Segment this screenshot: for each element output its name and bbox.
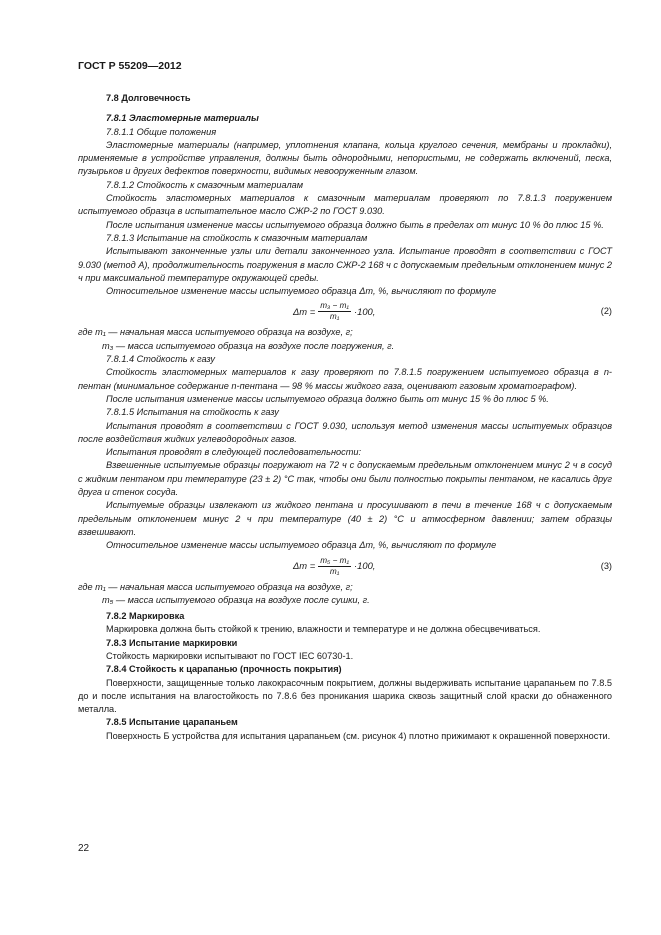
paragraph: Испытуемые образцы извлекают из жидкого пентана и просушивают в печи в течение 168 ч с допускаемым предельным отклонением минус 2 ч при температуре (40 ± 2) °С и атмосферном давлении; затем образцы взвешивают. [78, 500, 612, 537]
formula-fraction [318, 556, 351, 577]
subsection-title-7-8-1-1: 7.8.1.1 Общие положения [106, 126, 217, 137]
page-number: 22 [78, 843, 90, 854]
formula-lhs: Δm = [293, 560, 316, 572]
section-title-7-8-5: 7.8.5 Испытание царапаньем [106, 717, 238, 728]
subsection-title-7-8-1-4: 7.8.1.4 Стойкость к газу [106, 354, 215, 365]
formula-number: (2) [600, 306, 612, 317]
section-title-7-8: 7.8 Долговечность [106, 93, 191, 103]
section-title-7-8-4: 7.8.4 Стойкость к царапанью (прочность покрытия) [106, 664, 342, 675]
paragraph: Стойкость маркировки испытывают по ГОСТ IEC 60730-1. [106, 650, 354, 661]
paragraph: Поверхности, защищенные только лакокрасочным покрытием, должны выдерживать испытание царапаньем по 7.8.5 до и после испытания на влагостойкость по 7.8.6 без проникания шарика сквозь защитный слой краски до обнаженного металла. [78, 677, 612, 715]
subsection-title-7-8-1-5: 7.8.1.5 Испытания на стойкость к газу [106, 407, 279, 418]
formula-rhs: ·100, [354, 560, 376, 572]
paragraph: Маркировка должна быть стойкой к трению, влажности и температуре и не должна обесцвечиваться. [106, 624, 541, 635]
document-code-header: ГОСТ Р 55209—2012 [78, 60, 182, 72]
paragraph: Испытания проводят в соответствии с ГОСТ 9.030, используя метод изменения массы испытуемых образцов после воздействия жидких углеводородных газов. [78, 420, 612, 444]
formula-numerator: m₅ − m₁ [320, 555, 350, 565]
paragraph: Относительное изменение массы испытуемого образца Δm, %, вычисляют по формуле [106, 540, 497, 551]
paragraph: Испытания проводят в следующей последовательности: [106, 447, 362, 458]
formula-3 [78, 553, 612, 581]
paragraph: После испытания изменение массы испытуемого образца должно быть в пределах от минус 10 % до плюс 15 %. [106, 219, 604, 230]
formula-lhs: Δm = [293, 306, 316, 318]
paragraph: Испытывают законченные узлы или детали законченного узла. Испытание проводят в соответствии с ГОСТ 9.030 (метод А), продолжительность погружения в масло СЖР-2 168 ч с допускаемым предельным отклонением минус 2 ч при максимальной температуре окружающей среды. [78, 246, 612, 283]
formula-legend: m₃ — масса испытуемого образца на воздухе после погружения, г. [102, 340, 395, 351]
section-title-7-8-1: 7.8.1 Эластомерные материалы [106, 113, 259, 124]
document-body [78, 92, 612, 743]
paragraph: После испытания изменение массы испытуемого образца должно быть от минус 15 % до плюс 5 %. [106, 393, 549, 404]
formula-denominator: m₁ [329, 566, 340, 576]
subsection-title-7-8-1-2: 7.8.1.2 Стойкость к смазочным материалам [106, 179, 304, 190]
paragraph: Поверхность Б устройства для испытания царапаньем (см. рисунок 4) плотно прижимают к окрашенной поверхности. [106, 730, 611, 741]
formula-legend: m₅ — масса испытуемого образца на воздухе после сушки, г. [102, 594, 370, 605]
formula-denominator: m₁ [329, 312, 340, 322]
paragraph: Взвешенные испытуемые образцы погружают на 72 ч с допускаемым предельным отклонением минус 2 ч в сосуд с жидким пентаном при температуре (23 ± 2) °С так, чтобы они были полностью покрыты пентаном, не касались друг друга и стенок сосуда. [78, 460, 612, 498]
formula-numerator: m₃ − m₁ [320, 301, 349, 311]
formula-number: (3) [600, 560, 612, 571]
subsection-title-7-8-1-3: 7.8.1.3 Испытание на стойкость к смазочным материалам [106, 232, 368, 243]
paragraph: Эластомерные материалы (например, уплотнения клапана, кольца круглого сечения, мембраны и прокладки), применяемые в устройстве управления, должны быть однородными, непористыми, не содержать включений, песка, пузырьков и других дефектов поверхности, видимых невооруженным глазом. [78, 139, 612, 177]
section-title-7-8-2: 7.8.2 Маркировка [106, 611, 185, 622]
formula-fraction [318, 301, 351, 322]
formula-legend: где m₁ — начальная масса испытуемого образца на воздухе, г; [78, 327, 353, 338]
paragraph: Стойкость эластомерных материалов к смазочным материалам проверяют по 7.8.1.3 погружением испытуемого образца в испытательное масло СЖР-2 по ГОСТ 9.030. [78, 193, 612, 217]
paragraph: Относительное изменение массы испытуемого образца Δm, %, вычисляют по формуле [106, 286, 497, 297]
formula-2 [78, 298, 612, 326]
section-title-7-8-3: 7.8.3 Испытание маркировки [106, 637, 238, 648]
formula-rhs: ·100, [354, 306, 376, 318]
paragraph: Стойкость эластомерных материалов к газу проверяют по 7.8.1.5 погружением испытуемого образца в n-пентан (минимальное содержание n-пентана — 98 % массы жидкого газа, оценивают газовым хроматографом). [78, 367, 612, 391]
formula-legend: где m₁ — начальная масса испытуемого образца на воздухе, г; [78, 581, 353, 592]
